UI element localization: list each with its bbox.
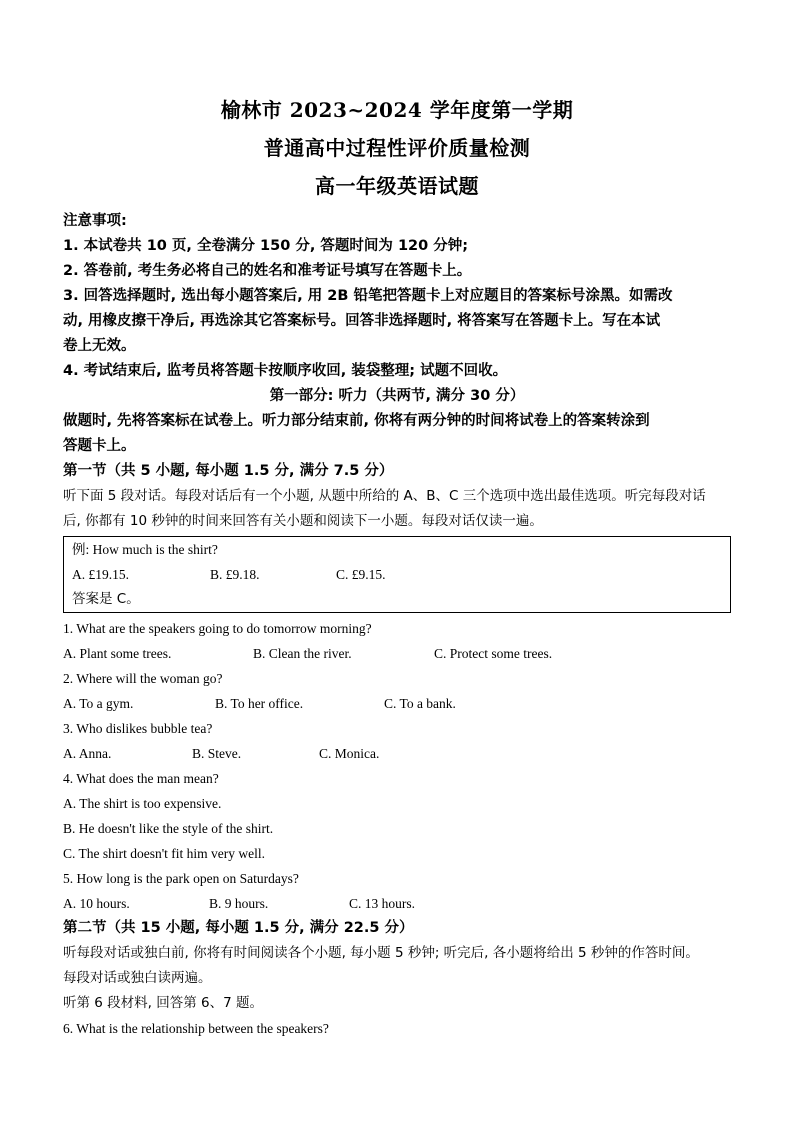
question-1 <box>63 616 731 666</box>
section1-intro-line: 听下面 5 段对话。每段对话后有一个小题, 从题中所给的 A、B、C 三个选项中选出最佳选项。听完每段对话 <box>63 488 706 504</box>
question-5 <box>63 866 731 916</box>
option-c: C. Protect some trees. <box>434 646 553 661</box>
question-text: 3. Who dislikes bubble tea? <box>63 721 213 736</box>
example-option-a: A. £19.15. <box>72 567 129 582</box>
section2-material: 听第 6 段材料, 回答第 6、7 题。 <box>63 995 264 1011</box>
option-a: A. 10 hours. <box>63 896 130 911</box>
option-a: A. Anna. <box>63 746 112 761</box>
exam-title-line2: 普通高中过程性评价质量检测 <box>263 136 531 160</box>
part1-intro-line: 答题卡上。 <box>63 438 136 454</box>
example-option-c: C. £9.15. <box>336 567 386 582</box>
option-b: B. He doesn't like the style of the shirt. <box>63 821 274 836</box>
question-options <box>63 891 731 916</box>
notes-item: 4. 考试结束后, 监考员将答题卡按顺序收回, 装袋整理; 试题不回收。 <box>63 363 508 379</box>
section1-intro-line: 后, 你都有 10 秒钟的时间来回答有关小题和阅读下一小题。每段对话仅读一遍。 <box>63 513 543 529</box>
option-c: C. The shirt doesn't fit him very well. <box>63 846 266 861</box>
question-options <box>63 641 731 666</box>
notes-item: 1. 本试卷共 10 页, 全卷满分 150 分, 答题时间为 120 分钟; <box>63 238 469 254</box>
notes-section <box>63 209 731 384</box>
option-c: C. To a bank. <box>384 696 456 711</box>
question-options <box>63 741 731 766</box>
question-text: 5. How long is the park open on Saturdays? <box>63 871 299 886</box>
question-options <box>63 691 731 716</box>
exam-title-line3: 高一年级英语试题 <box>315 174 479 198</box>
option-c: C. 13 hours. <box>349 896 416 911</box>
example-options <box>72 562 722 587</box>
question-text: 1. What are the speakers going to do tomorrow morning? <box>63 621 372 636</box>
example-answer: 答案是 C。 <box>72 591 140 607</box>
notes-heading: 注意事项: <box>63 213 127 229</box>
option-b: B. Clean the river. <box>253 646 352 661</box>
option-c: C. Monica. <box>319 746 380 761</box>
example-box <box>63 536 731 613</box>
question-4 <box>63 766 731 866</box>
notes-item: 卷上无效。 <box>63 338 136 354</box>
section2-intro-line: 每段对话或独白读两遍。 <box>63 970 212 986</box>
question-text: 4. What does the man mean? <box>63 771 219 786</box>
question-text: 2. Where will the woman go? <box>63 671 223 686</box>
option-b: B. 9 hours. <box>209 896 269 911</box>
section1-heading: 第一节（共 5 小题, 每小题 1.5 分, 满分 7.5 分） <box>63 463 394 479</box>
part1-intro-line: 做题时, 先将答案标在试卷上。听力部分结束前, 你将有两分钟的时间将试卷上的答案转涂到 <box>63 413 650 429</box>
option-a: A. Plant some trees. <box>63 646 172 661</box>
exam-title-line1: 榆林市 2023~2024 学年度第一学期 <box>220 98 574 122</box>
example-option-b: B. £9.18. <box>210 567 260 582</box>
section2-intro-line: 听每段对话或独白前, 你将有时间阅读各个小题, 每小题 5 秒钟; 听完后, 各小题将给出 5 秒钟的作答时间。 <box>63 945 699 961</box>
part1-heading: 第一部分: 听力（共两节, 满分 30 分） <box>269 388 525 404</box>
notes-item: 3. 回答选择题时, 选出每小题答案后, 用 2B 铅笔把答题卡上对应题目的答案标号涂黑。如需改 <box>63 288 673 304</box>
notes-item: 动, 用橡皮擦干净后, 再选涂其它答案标号。回答非选择题时, 将答案写在答题卡上。写在本试 <box>63 313 661 329</box>
option-a: A. To a gym. <box>63 696 134 711</box>
option-b: B. Steve. <box>192 746 242 761</box>
question-3 <box>63 716 731 766</box>
example-question: 例: How much is the shirt? <box>72 542 218 557</box>
notes-item: 2. 答卷前, 考生务必将自己的姓名和准考证号填写在答题卡上。 <box>63 263 472 279</box>
option-a: A. The shirt is too expensive. <box>63 796 222 811</box>
question-6-text: 6. What is the relationship between the speakers? <box>63 1021 329 1036</box>
option-b: B. To her office. <box>215 696 304 711</box>
question-2 <box>63 666 731 716</box>
section2-heading: 第二节（共 15 小题, 每小题 1.5 分, 满分 22.5 分） <box>63 920 414 936</box>
